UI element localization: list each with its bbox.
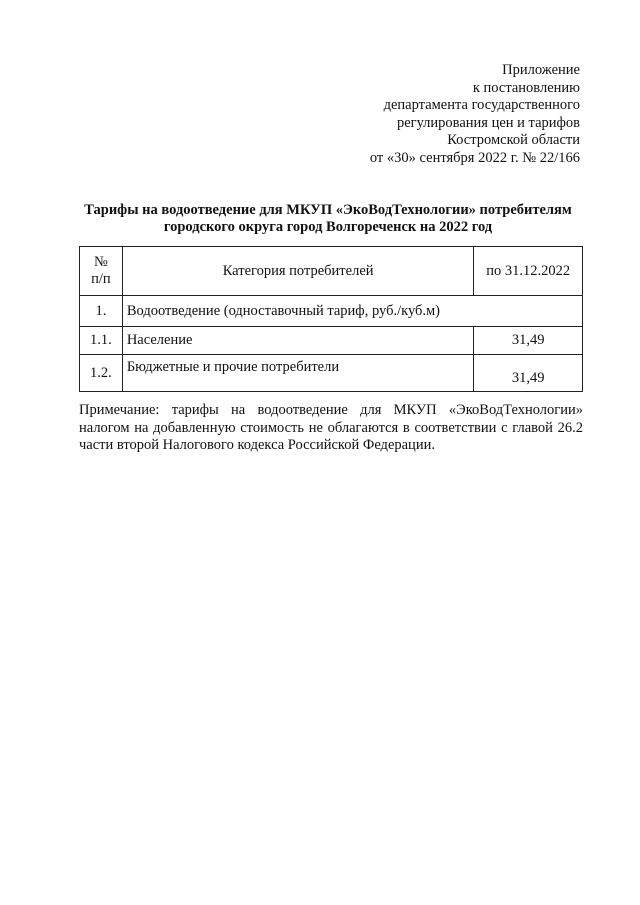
appendix-line: регулирования цен и тарифов [396, 114, 580, 131]
table-row [80, 355, 583, 392]
appendix-line: департамента государственного [383, 97, 580, 114]
row-number-cell: 1.1. [80, 327, 123, 355]
header-period-cell: по 31.12.2022 [474, 247, 583, 296]
title-line-2: городского округа город Волгореченск на 2022 год [163, 219, 493, 235]
header-number-sign: № [93, 254, 108, 270]
appendix-line: Приложение [502, 62, 580, 78]
appendix-line: Костромской области [447, 132, 580, 149]
row-category-cell: Население [122, 327, 474, 355]
row-value-cell: 31,49 [474, 327, 583, 355]
tariff-table [79, 246, 583, 392]
row-number-cell: 1. [80, 296, 123, 327]
row-category-cell: Водоотведение (одноставочный тариф, руб./куб.м) [122, 296, 582, 327]
row-category-cell: Бюджетные и прочие потребители [122, 355, 474, 392]
table-row [80, 327, 583, 355]
row-number-cell: 1.2. [80, 355, 123, 392]
table-header-row [80, 247, 583, 296]
appendix-line: к постановлению [472, 79, 580, 96]
header-category-cell: Категория потребителей [122, 247, 474, 296]
header-number-abbr: п/п [91, 271, 111, 287]
appendix-block [370, 62, 580, 168]
row-value-cell: 31,49 [474, 355, 583, 392]
document-title [70, 202, 586, 236]
appendix-date-line: от «30» сентября 2022 г. № 22/166 [369, 149, 580, 166]
header-number-cell [80, 247, 123, 296]
note-paragraph: Примечание: тарифы на водоотведение для МКУП «ЭкоВодТехнологии» налогом на добавленную стоимость не облагаются в соответствии с главой 26.2 части второй Налогового кодекса Российской Федерации. [79, 402, 583, 453]
table-row [80, 296, 583, 327]
title-line-1: Тарифы на водоотведение для МКУП «ЭкоВодТехнологии» потребителям [84, 202, 572, 218]
